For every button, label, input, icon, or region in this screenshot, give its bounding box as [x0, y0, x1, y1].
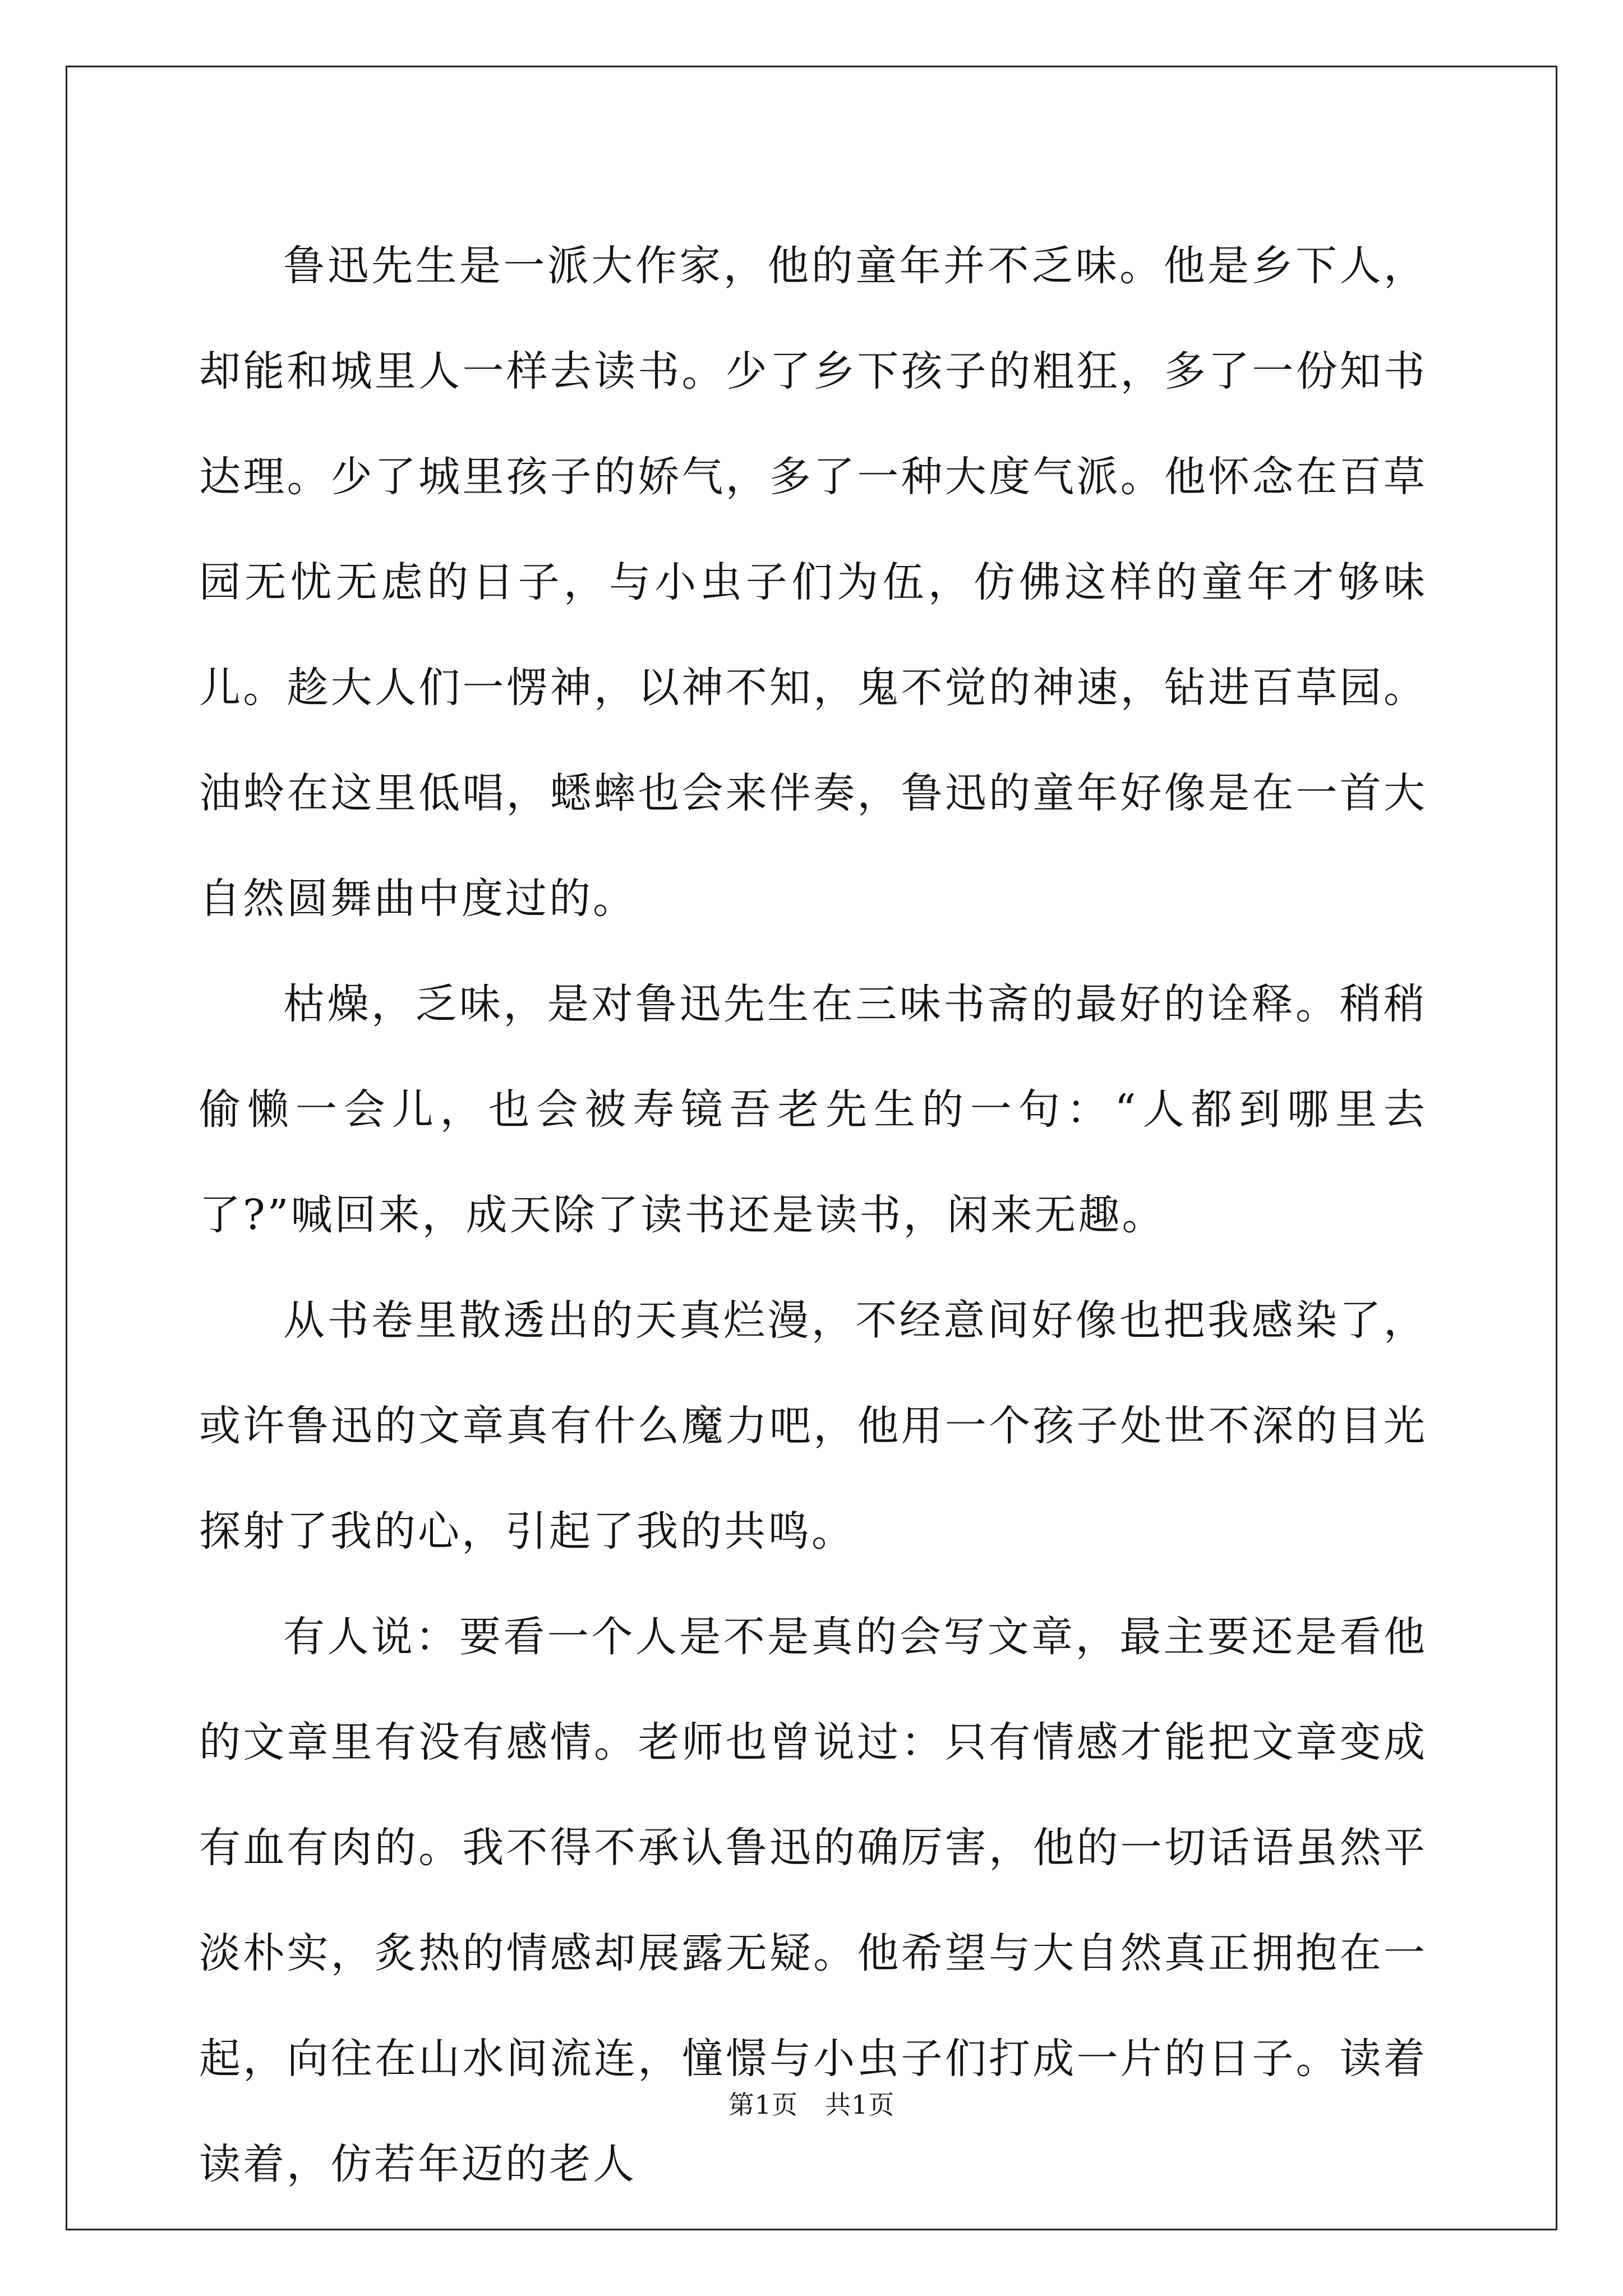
paragraph-2: 枯燥，乏味，是对鲁迅先生在三味书斋的最好的诠释。稍稍偷懒一会儿，也会被寿镜吾老先生的一句：“人都到哪里去了?”喊回来，成天除了读书还是读书，闲来无趣。 — [199, 980, 1427, 1239]
paragraph-4: 有人说：要看一个人是不是真的会写文章，最主要还是看他的文章里有没有感情。老师也曾说过：只有情感才能把文章变成有血有肉的。我不得不承认鲁迅的确厉害，他的一切话语虽然平淡朴实，炙热的情感却展露无疑。他希望与大自然真正拥抱在一起，向往在山水间流连，憧憬与小虫子们打成一片的日子。读着读着，仿若年迈的老人 — [199, 1613, 1427, 2188]
paragraph-3: 从书卷里散透出的天真烂漫，不经意间好像也把我感染了，或许鲁迅的文章真有什么魔力吧，他用一个孩子处世不深的目光探射了我的心，引起了我的共鸣。 — [199, 1296, 1427, 1556]
page-number-current: 第1页 — [728, 2090, 798, 2120]
paragraph-1: 鲁迅先生是一派大作家，他的童年并不乏味。他是乡下人，却能和城里人一样去读书。少了乡下孩子的粗狂，多了一份知书达理。少了城里孩子的娇气，多了一种大度气派。他怀念在百草园无忧无虑的日子，与小虫子们为伍，仿佛这样的童年才够味儿。趁大人们一愣神，以神不知，鬼不觉的神速，钻进百草园。油蛉在这里低唱，蟋蟀也会来伴奏，鲁迅的童年好像是在一首大自然圆舞曲中度过的。 — [199, 242, 1427, 923]
page-number-total: 共1页 — [825, 2090, 895, 2120]
document-body — [199, 213, 1427, 2217]
page-footer — [0, 2088, 1623, 2122]
